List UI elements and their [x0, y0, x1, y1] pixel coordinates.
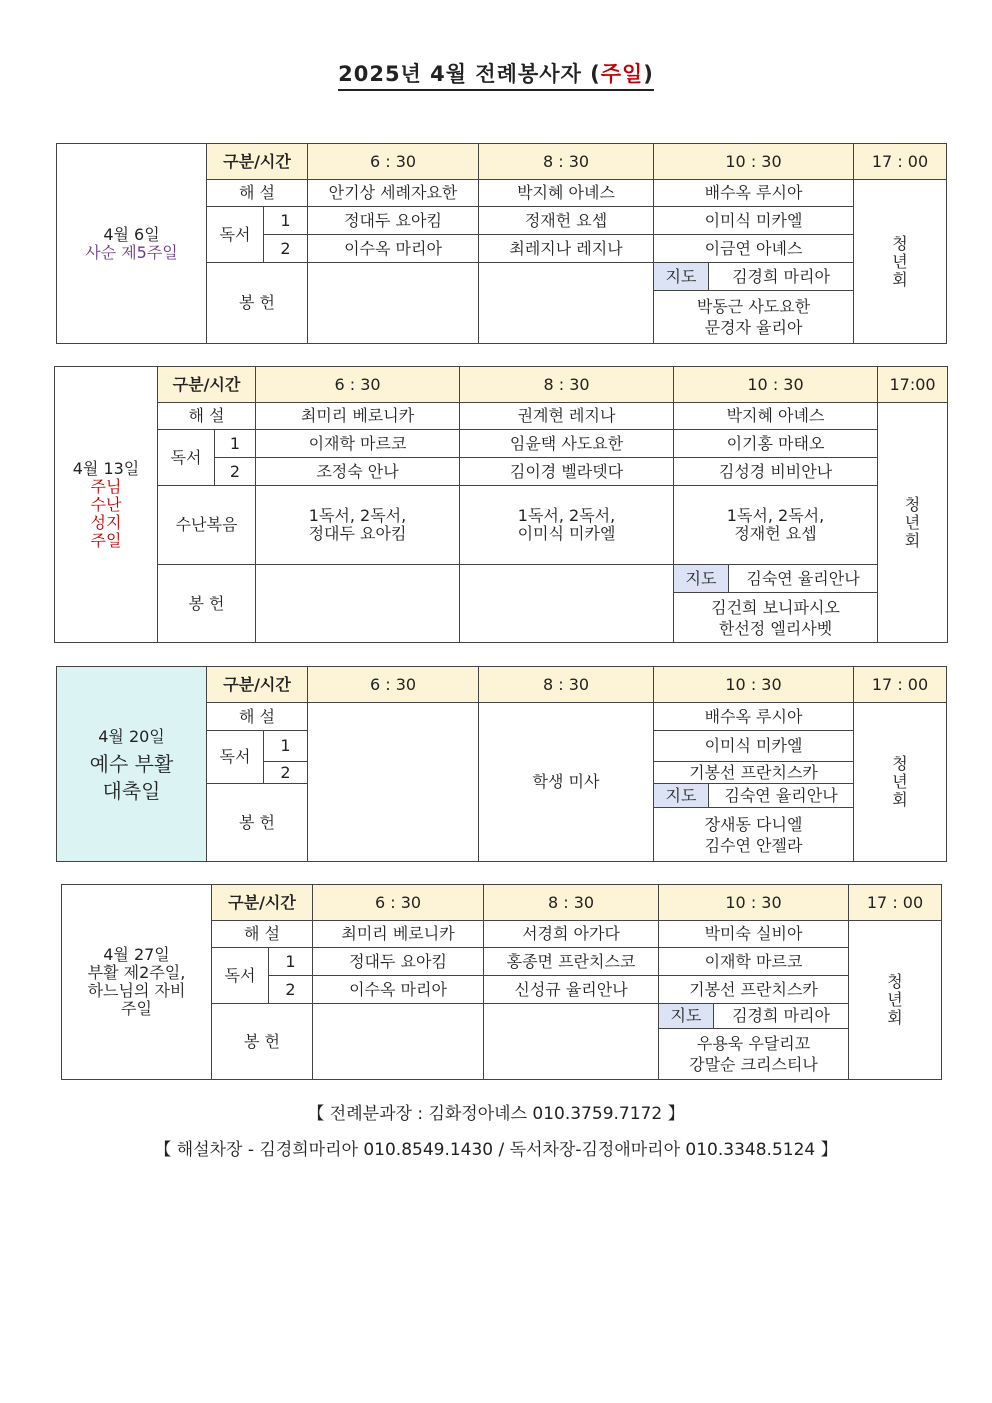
date-subtitle: 대축일: [102, 779, 161, 803]
reading-2-label: 2: [269, 976, 313, 1004]
guide-row: [654, 263, 853, 291]
reading2-name: 김성경 비비안나: [674, 458, 878, 486]
schedule-table-apr6: [56, 143, 947, 344]
offering-name: 장새동 다니엘: [704, 814, 803, 834]
commentary-name: 권계현 레지나: [460, 403, 674, 430]
page-title: [0, 58, 992, 91]
passion-reading-cell: 1독서, 2독서, 정대두 요아킴: [256, 486, 460, 565]
guide-name: 김숙연 율리안나: [746, 568, 860, 588]
reading1-name: 이재학 마르코: [256, 430, 460, 458]
offering-name: 김수연 안젤라: [704, 835, 803, 855]
offering-label: 봉 헌: [158, 565, 256, 643]
time-0630: 6 : 30: [308, 144, 479, 180]
offering-empty: [256, 565, 460, 643]
reading1-name: 이기홍 마태오: [674, 430, 878, 458]
time-0630: 6 : 30: [313, 885, 484, 921]
student-mass-cell: 학생 미사: [479, 703, 654, 862]
date-label: 4월 13일: [72, 458, 140, 478]
youth-group-cell: 청 년 회: [849, 921, 942, 1080]
commentary-name: 박미숙 실비아: [659, 921, 849, 948]
reading-label: 독서: [207, 207, 264, 263]
mass-0630-empty: [308, 703, 479, 862]
header-label: 구분/시간: [207, 667, 308, 703]
date-label: 4월 27일: [103, 945, 170, 964]
commentary-name: 서경희 아가다: [484, 921, 659, 948]
time-1700: 17 : 00: [854, 667, 947, 703]
offering-cell: [654, 263, 854, 344]
offering-cell: [654, 784, 854, 862]
time-0830: 8 : 30: [479, 667, 654, 703]
time-1700: 17 : 00: [849, 885, 942, 921]
commentary-name: 안기상 세례자요한: [308, 180, 479, 207]
offering-label: 봉 헌: [207, 263, 308, 344]
header-label: 구분/시간: [158, 367, 256, 403]
guide-name: 김숙연 율리안나: [724, 785, 838, 805]
reading2-name: 기봉선 프란치스카: [659, 976, 849, 1004]
date-subtitle: 주일: [90, 530, 122, 550]
title-close: ): [643, 62, 654, 86]
passion-reading-label: 수난복음: [158, 486, 256, 565]
reading2-name: 기봉선 프란치스카: [654, 762, 854, 784]
offering-empty: [313, 1004, 484, 1080]
commentary-name: 박지혜 아녜스: [674, 403, 878, 430]
time-1030: 10 : 30: [659, 885, 849, 921]
date-subtitle: 사순 제5주일: [85, 242, 178, 262]
reading-label: 독서: [207, 731, 264, 784]
reading-2-label: 2: [215, 458, 256, 486]
date-subtitle: 부활 제2주일,: [87, 963, 186, 982]
commentary-label: 해 설: [207, 703, 308, 731]
time-0830: 8 : 30: [479, 144, 654, 180]
reading2-name: 이수옥 마리아: [313, 976, 484, 1004]
time-1030: 10 : 30: [674, 367, 878, 403]
date-subtitle: 주일: [121, 999, 152, 1018]
date-label: 4월 20일: [98, 727, 165, 746]
reading-1-label: 1: [269, 948, 313, 976]
time-0630: 6 : 30: [256, 367, 460, 403]
reading1-name: 홍종면 프란치스코: [484, 948, 659, 976]
time-1700: 17 : 00: [854, 144, 947, 180]
date-subtitle: 성지: [90, 512, 122, 532]
offering-empty: [484, 1004, 659, 1080]
reading1-name: 임윤택 사도요한: [460, 430, 674, 458]
offering-empty: [479, 263, 654, 344]
time-1030: 10 : 30: [654, 667, 854, 703]
date-subtitle: 주님: [90, 476, 122, 496]
reading1-name: 정재헌 요셉: [479, 207, 654, 235]
commentary-name: 최미리 베로니카: [313, 921, 484, 948]
commentary-label: 해 설: [207, 180, 308, 207]
offering-cell: [674, 565, 878, 643]
offering-empty: [460, 565, 674, 643]
guide-name: 김경희 마리아: [732, 1006, 830, 1025]
reading-label: 독서: [212, 948, 269, 1004]
commentary-label: 해 설: [158, 403, 256, 430]
reading1-name: 이미식 미카엘: [654, 207, 854, 235]
schedule-table-apr27: [61, 884, 942, 1080]
date-cell: [57, 667, 207, 862]
guide-label: 지도: [654, 784, 709, 807]
offering-name: 한선정 엘리사벳: [718, 618, 833, 638]
time-1030: 10 : 30: [654, 144, 854, 180]
offering-name: 박동근 사도요한: [696, 297, 811, 316]
commentary-label: 해 설: [212, 921, 313, 948]
passion-reading-cell: 1독서, 2독서, 정재헌 요셉: [674, 486, 878, 565]
date-subtitle: 수난: [90, 494, 122, 514]
commentary-name: 최미리 베로니카: [256, 403, 460, 430]
offering-label: 봉 헌: [207, 784, 308, 862]
date-cell: [62, 885, 212, 1080]
guide-row: [659, 1004, 848, 1029]
guide-label: 지도: [674, 565, 729, 592]
commentary-name: 배수옥 루시아: [654, 180, 854, 207]
reading-2-label: 2: [264, 762, 308, 784]
reading-2-label: 2: [264, 235, 308, 263]
youth-group-cell: 청 년 회: [854, 703, 947, 862]
offering-name: 김건희 보니파시오: [711, 597, 840, 617]
date-cell: [57, 144, 207, 344]
reading2-name: 이수옥 마리아: [308, 235, 479, 263]
schedule-table-apr20: [56, 666, 947, 862]
guide-label: 지도: [654, 263, 709, 290]
date-label: 4월 6일: [103, 224, 160, 244]
reading-1-label: 1: [264, 731, 308, 762]
reading-1-label: 1: [264, 207, 308, 235]
header-label: 구분/시간: [207, 144, 308, 180]
footer-director: 【 전례분과장 : 김화정아녜스 010.3759.7172 】: [307, 1104, 685, 1124]
reading2-name: 조정숙 안나: [256, 458, 460, 486]
date-subtitle: 하느님의 자비: [87, 981, 186, 1000]
title-text: 2025년 4월 전례봉사자 (: [338, 62, 601, 86]
guide-name: 김경희 마리아: [732, 266, 830, 286]
offering-cell: [659, 1004, 849, 1080]
reading2-name: 신성규 율리안나: [484, 976, 659, 1004]
commentary-name: 박지혜 아녜스: [479, 180, 654, 207]
reading2-name: 김이경 벨라뎃다: [460, 458, 674, 486]
title-highlight: 주일: [600, 62, 644, 86]
guide-row: [654, 784, 853, 808]
date-subtitle: 예수 부활: [89, 752, 174, 776]
time-0630: 6 : 30: [308, 667, 479, 703]
reading1-name: 이재학 마르코: [659, 948, 849, 976]
offering-name: 우용욱 우달리꼬: [696, 1034, 811, 1053]
offering-name: 강말순 크리스티나: [689, 1055, 818, 1074]
reading2-name: 최레지나 레지나: [479, 235, 654, 263]
reading1-name: 이미식 미카엘: [654, 731, 854, 762]
youth-group-cell: 청 년 회: [878, 403, 948, 643]
reading1-name: 정대두 요아킴: [308, 207, 479, 235]
reading-1-label: 1: [215, 430, 256, 458]
time-1700: 17:00: [878, 367, 948, 403]
time-0830: 8 : 30: [484, 885, 659, 921]
passion-reading-cell: 1독서, 2독서, 이미식 미카엘: [460, 486, 674, 565]
commentary-name: 배수옥 루시아: [654, 703, 854, 731]
offering-empty: [308, 263, 479, 344]
offering-label: 봉 헌: [212, 1004, 313, 1080]
footer-deputies: 【 해설차장 - 김경희마리아 010.8549.1430 / 독서차장-김정애마리아 010.3348.5124 】: [154, 1140, 838, 1160]
guide-label: 지도: [659, 1004, 714, 1028]
youth-group-cell: 청 년 회: [854, 180, 947, 344]
reading1-name: 정대두 요아킴: [313, 948, 484, 976]
schedule-table-apr13: [54, 366, 948, 643]
time-0830: 8 : 30: [460, 367, 674, 403]
date-cell: [55, 367, 158, 643]
reading-label: 독서: [158, 430, 215, 486]
guide-row: [674, 565, 877, 593]
header-label: 구분/시간: [212, 885, 313, 921]
reading2-name: 이금연 아녜스: [654, 235, 854, 263]
offering-name: 문경자 율리아: [704, 318, 803, 337]
